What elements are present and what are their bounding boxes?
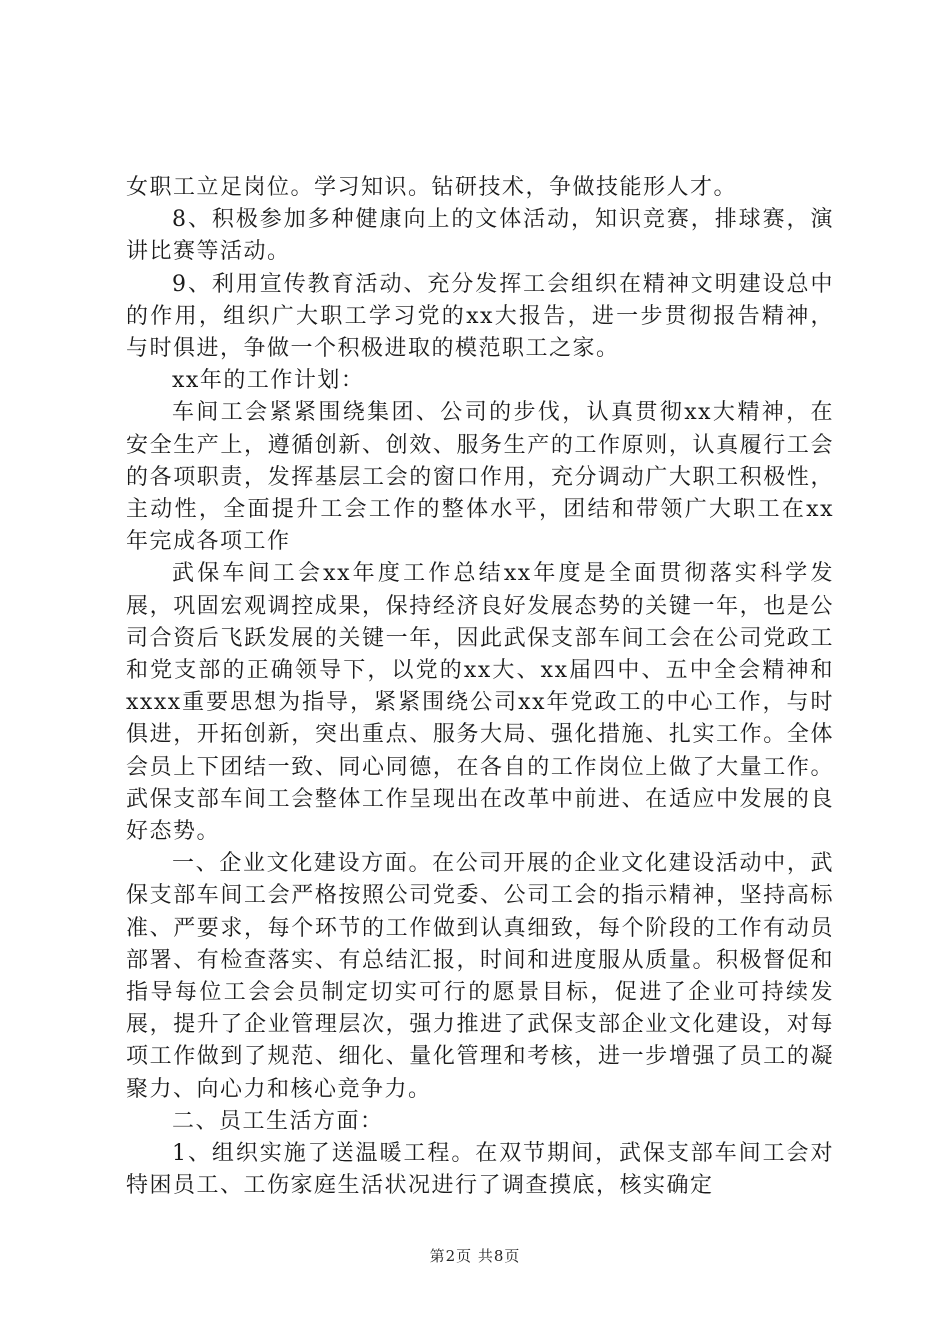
section-heading: 二、员工生活方面：	[172, 1108, 384, 1134]
page-number-footer: 第2页 共8页	[429, 1247, 521, 1265]
paragraph: 9、利用宣传教育活动、充分发挥工会组织在精神文明建设总中的作用，组织广大职工学习党的xx大报告，进一步贯彻报告精神，与时俱进，争做一个积极进取的模范职工之家。	[126, 271, 834, 362]
paragraph: 1、组织实施了送温暖工程。在双节期间，武保支部车间工会对特困员工、工伤家庭生活状况进行了调查摸底，核实确定	[126, 1141, 834, 1199]
paragraph: 车间工会紧紧围绕集团、公司的步伐，认真贯彻xx大精神，在安全生产上，遵循创新、创效、服务生产的工作原则，认真履行工会的各项职责，发挥基层工会的窗口作用，充分调动广大职工积极性，主动性，全面提升工会工作的整体水平，团结和带领广大职工在xx年完成各项工作	[126, 400, 834, 555]
paragraph: 8、积极参加多种健康向上的文体活动，知识竞赛，排球赛，演讲比赛等活动。	[126, 207, 834, 265]
section-heading: xx年的工作计划：	[172, 368, 365, 394]
paragraph: 女职工立足岗位。学习知识。钻研技术，争做技能形人才。	[126, 175, 738, 200]
document-body	[126, 172, 834, 1203]
paragraph: 一、企业文化建设方面。在公司开展的企业文化建设活动中，武保支部车间工会严格按照公司党委、公司工会的指示精神，坚持高标准、严要求，每个环节的工作做到认真细致，每个阶段的工作有动员部署、有检查落实、有总结汇报，时间和进度服从质量。积极督促和指导每位工会会员制定切实可行的愿景目标，促进了企业可持续发展，提升了企业管理层次，强力推进了武保支部企业文化建设，对每项工作做到了规范、细化、量化管理和考核，进一步增强了员工的凝聚力、向心力和核心竞争力。	[126, 851, 834, 1102]
paragraph: 武保车间工会xx年度工作总结xx年度是全面贯彻落实科学发展，巩固宏观调控成果，保持经济良好发展态势的关键一年，也是公司合资后飞跃发展的关键一年，因此武保支部车间工会在公司党政工和党支部的正确领导下，以党的xx大、xx届四中、五中全会精神和xxxx重要思想为指导，紧紧围绕公司xx年党政工的中心工作，与时俱进，开拓创新，突出重点、服务大局、强化措施、扎实工作。全体会员上下团结一致、同心同德，在各自的工作岗位上做了大量工作。武保支部车间工会整体工作呈现出在改革中前进、在适应中发展的良好态势。	[126, 561, 834, 845]
